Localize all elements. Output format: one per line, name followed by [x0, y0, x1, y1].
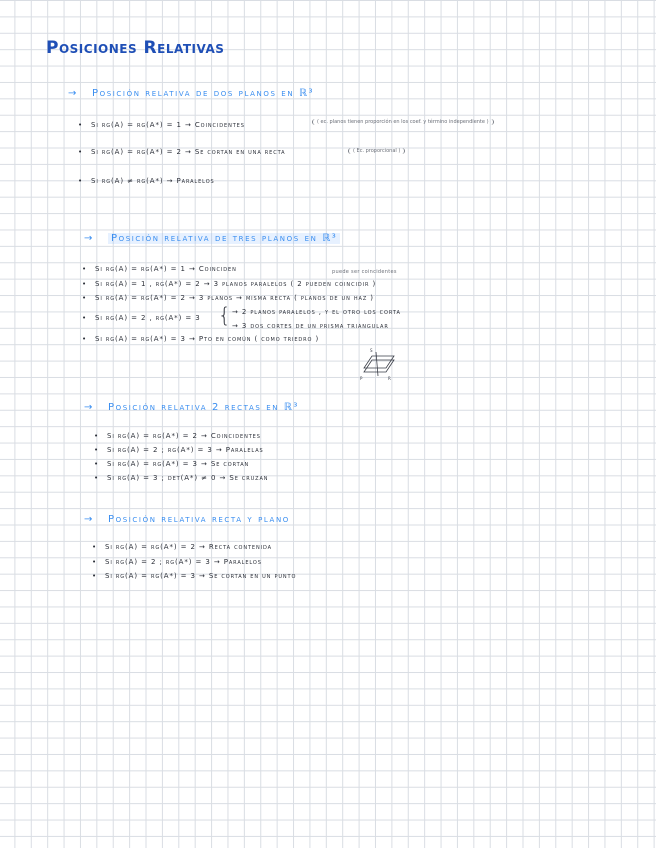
- bullet-icon: •: [94, 474, 100, 482]
- bullet-icon: •: [82, 280, 88, 288]
- bullet-icon: •: [94, 446, 100, 454]
- arrow-icon: →: [84, 514, 94, 525]
- branch-item: → 3 dos cortes de un prisma triangular: [232, 322, 389, 330]
- list-item: • Si rg(A) = rg(A*) = 1 → Coincidentes: [78, 121, 245, 129]
- brace-icon: {: [218, 303, 231, 327]
- arrow-icon: →: [84, 233, 94, 244]
- triedro-sketch: [356, 344, 400, 384]
- arrow-icon: →: [84, 402, 94, 413]
- bullet-icon: •: [92, 558, 98, 566]
- list-item: • Si rg(A) = rg(A*) = 2 → Se cortan en una recta: [78, 148, 286, 156]
- list-item: • Si rg(A) = rg(A*) = 3 → Se cortan en un punto: [92, 572, 297, 580]
- list-item: • Si rg(A) = rg(A*) = 2 → Coincidentes: [94, 432, 261, 440]
- page-title: Posiciones Relativas: [46, 38, 225, 58]
- section-heading-two-lines: → Posición relativa 2 rectas en ℝ³: [84, 402, 299, 413]
- bullet-icon: •: [94, 460, 100, 468]
- list-item: • Si rg(A) = 2 , rg(A*) = 3: [82, 314, 201, 322]
- figure-label: R: [388, 376, 391, 381]
- list-item: • Si rg(A) ≠ rg(A*) → Paralelos: [78, 177, 215, 185]
- bullet-icon: •: [92, 572, 98, 580]
- list-item: • Si rg(A) = 3 ; det(A*) ≠ 0 → Se cruzan: [94, 474, 269, 482]
- margin-note: puede ser coincidentes: [332, 269, 397, 275]
- arrow-icon: →: [68, 88, 78, 99]
- bullet-icon: •: [78, 177, 84, 185]
- section-heading-three-planes: → Posición relativa de tres planos en ℝ³: [84, 233, 340, 244]
- bullet-icon: •: [82, 335, 88, 343]
- list-item: • Si rg(A) = 1 , rg(A*) = 2 → 3 planos paralelos ( 2 pueden coincidir ): [82, 280, 377, 288]
- bullet-icon: •: [94, 432, 100, 440]
- bullet-icon: •: [82, 294, 88, 302]
- bullet-icon: •: [82, 265, 88, 273]
- figure-label: S: [370, 348, 373, 353]
- bullet-icon: •: [92, 543, 98, 551]
- margin-note: ( ec. planos tienen proporción en los coef. y término independiente ): [312, 119, 494, 125]
- list-item: • Si rg(A) = 2 ; rg(A*) = 3 → Paralelas: [94, 446, 264, 454]
- list-item: • Si rg(A) = rg(A*) = 3 → Se cortan: [94, 460, 250, 468]
- bullet-icon: •: [78, 148, 84, 156]
- list-item: • Si rg(A) = rg(A*) = 2 → Recta contenida: [92, 543, 272, 551]
- bullet-icon: •: [78, 121, 84, 129]
- section-heading-two-planes: → Posición relativa de dos planos en ℝ³: [68, 88, 315, 99]
- branch-item: → 2 planos paralelos , y el otro los corta: [232, 308, 401, 316]
- margin-note: ( Ec. proporcional ): [348, 148, 405, 154]
- list-item: • Si rg(A) = rg(A*) = 1 → Coinciden: [82, 265, 237, 273]
- bullet-icon: •: [82, 314, 88, 322]
- section-heading-line-plane: → Posición relativa recta y plano: [84, 514, 290, 525]
- figure-label: P: [360, 376, 363, 381]
- list-item: • Si rg(A) = rg(A*) = 2 → 3 planos → misma recta ( planos de un haz ): [82, 294, 374, 302]
- list-item: • Si rg(A) = 2 ; rg(A*) = 3 → Paralelos: [92, 558, 262, 566]
- list-item: • Si rg(A) = rg(A*) = 3 → Pto en común ( como triedro ): [82, 335, 320, 343]
